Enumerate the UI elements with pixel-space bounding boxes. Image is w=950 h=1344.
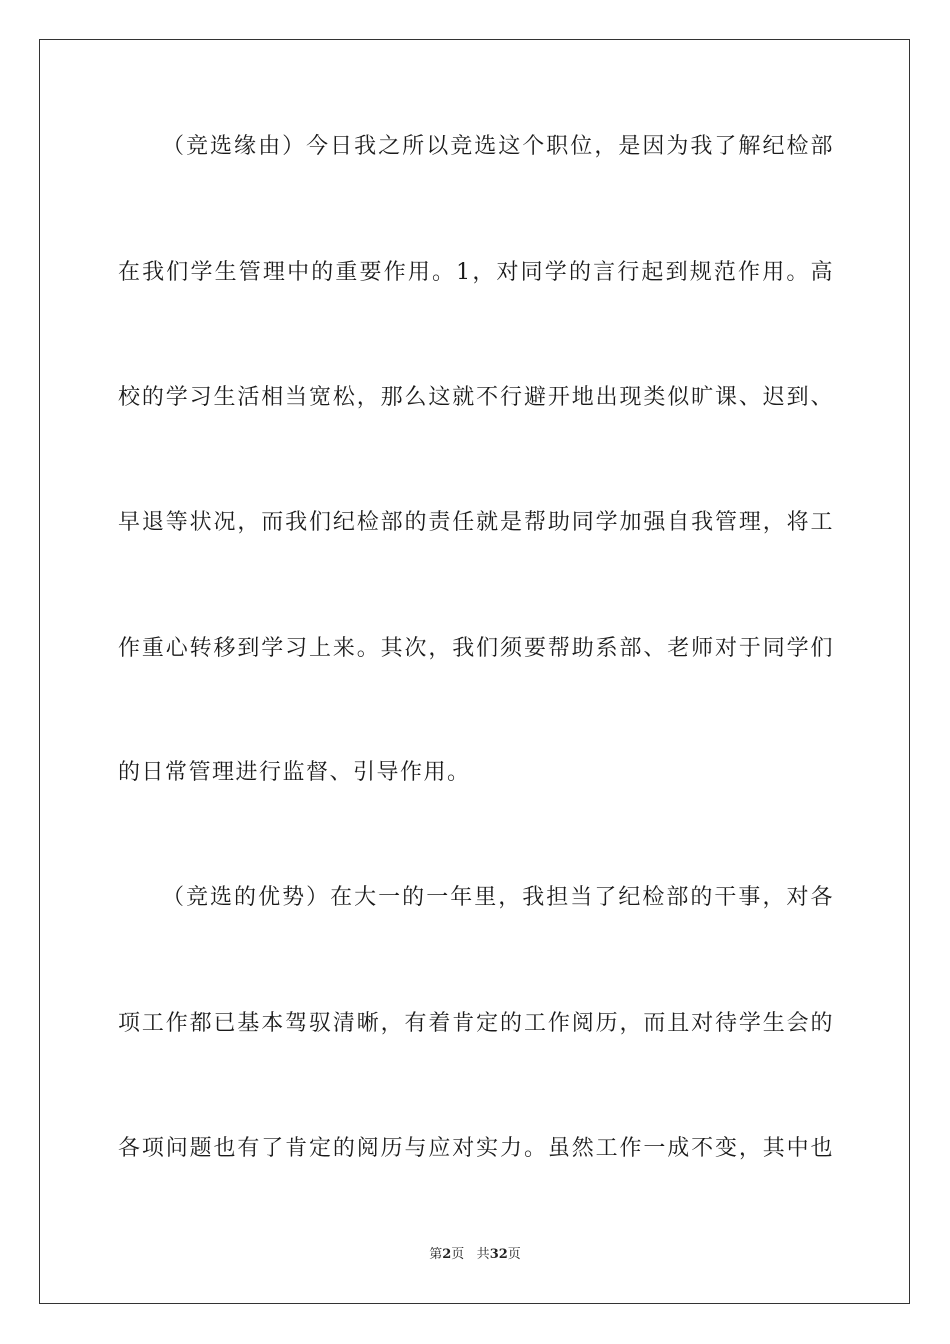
- paragraph-2-line-3: 各项问题也有了肯定的阅历与应对实力。虽然工作一成不变，其中也: [118, 1136, 834, 1161]
- paragraph-1-line-3: 校的学习生活相当宽松，那么这就不行避开地出现类似旷课、迟到、: [118, 385, 834, 410]
- footer-total-pages: 32: [489, 1247, 508, 1262]
- paragraph-2-line-1: （竞选的优势）在大一的一年里，我担当了纪检部的干事，对各: [162, 885, 834, 910]
- paragraph-1-line-5: 作重心转移到学习上来。其次，我们须要帮助系部、老师对于同学们: [118, 636, 834, 661]
- paragraph-1-line-1: （竞选缘由）今日我之所以竞选这个职位，是因为我了解纪检部: [162, 134, 834, 159]
- paragraph-1-line-6: 的日常管理进行监督、引导作用。: [118, 760, 471, 785]
- paragraph-2-line-2: 项工作都已基本驾驭清晰，有着肯定的工作阅历，而且对待学生会的: [118, 1011, 834, 1036]
- footer-page-number: 2: [442, 1247, 452, 1262]
- paragraph-1-line-2: 在我们学生管理中的重要作用。1，对同学的言行起到规范作用。高: [118, 260, 834, 285]
- page-footer: [0, 1246, 950, 1264]
- footer-page-suffix: 页: [451, 1247, 465, 1262]
- page-border: [39, 39, 910, 1304]
- paragraph-1-line-4: 早退等状况，而我们纪检部的责任就是帮助同学加强自我管理，将工: [118, 510, 834, 535]
- footer-total-suffix: 页: [507, 1247, 521, 1262]
- footer-total-prefix: 共: [476, 1247, 490, 1262]
- footer-page-prefix: 第: [429, 1247, 443, 1262]
